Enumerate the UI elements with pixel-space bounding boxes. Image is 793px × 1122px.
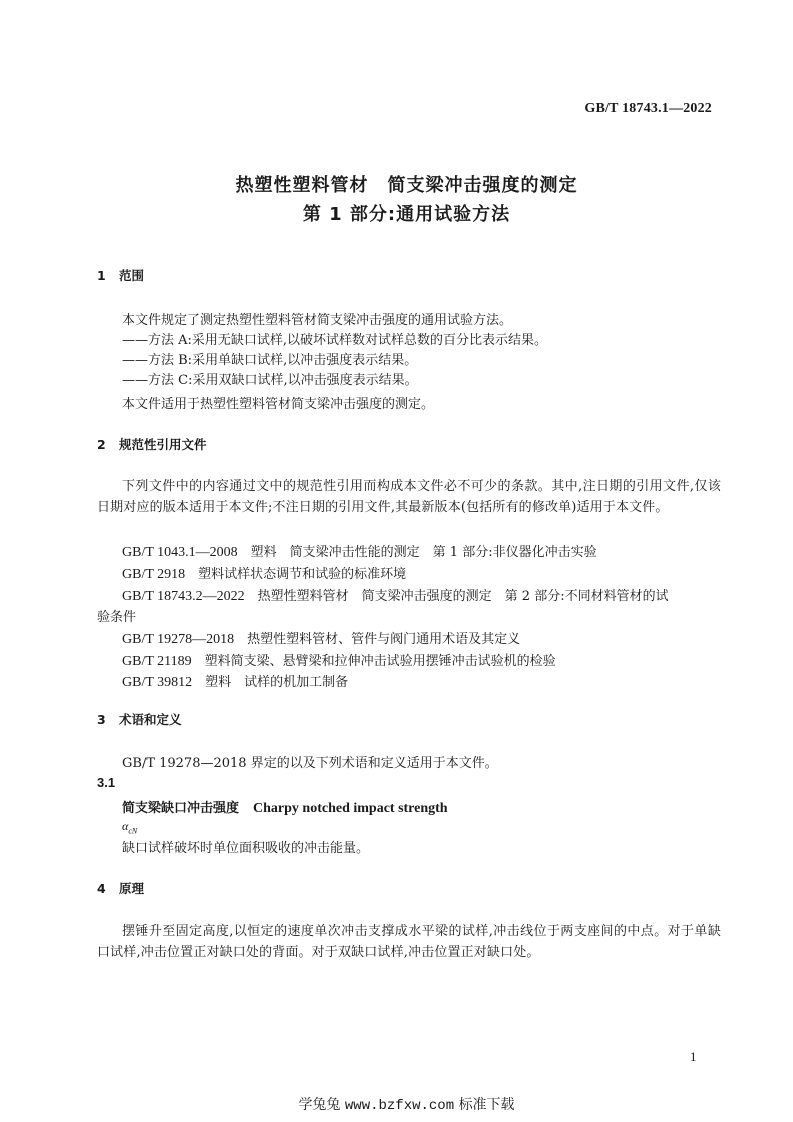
scope-method-a: ——方法 A:采用无缺口试样,以破坏试样数对试样总数的百分比表示结果。: [122, 333, 548, 348]
section-number: 1: [97, 268, 106, 283]
document-title-line1: 热塑性塑料管材 简支梁冲击强度的测定: [235, 175, 578, 196]
footer-prefix: 学兔兔: [298, 1097, 341, 1113]
reference-title: 热塑性塑料管材 简支梁冲击强度的测定 第 2 部分:不同材料管材的试: [257, 589, 669, 604]
page-number: 1: [690, 1049, 697, 1064]
reference-continuation: 验条件: [97, 610, 137, 625]
scope-applicability: 本文件适用于热塑性塑料管材简支梁冲击强度的测定。: [122, 397, 435, 412]
reference-code: GB/T 18743.2—2022: [122, 589, 245, 604]
scope-method-b: ——方法 B:采用单缺口试样,以冲击强度表示结果。: [122, 353, 418, 368]
standard-number: GB/T 18743.1—2022: [584, 101, 712, 116]
term-number: 3.1: [97, 775, 116, 790]
section-heading-terms-definitions: [97, 710, 182, 728]
section-heading-normative-references: [97, 435, 207, 453]
term-definition: 缺口试样破坏时单位面积吸收的冲击能量。: [122, 841, 370, 856]
reference-title: 塑料试样状态调节和试验的标准环境: [198, 567, 407, 582]
reference-code: GB/T 21189: [122, 654, 192, 669]
section-title: 原理: [119, 881, 145, 896]
symbol-subscript: cN: [128, 826, 138, 836]
footer-suffix: 标准下载: [458, 1097, 515, 1113]
reference-item: [122, 671, 348, 691]
section-number: 2: [97, 437, 106, 452]
reference-code: GB/T 2918: [122, 567, 186, 582]
footer-url: www.bzfxw.com: [344, 1098, 455, 1114]
reference-item: [122, 563, 406, 583]
section-number: 4: [97, 881, 106, 896]
reference-item: [122, 628, 520, 648]
reference-code: GB/T 1043.1—2008: [122, 545, 238, 560]
reference-title: 塑料简支梁、悬臂梁和拉伸冲击试验用摆锤冲击试验机的检验: [204, 654, 556, 669]
term-heading: [122, 797, 448, 817]
reference-title: 塑料 试样的机加工制备: [205, 675, 349, 690]
document-title-line2: 第 1 部分:通用试验方法: [302, 204, 511, 225]
section-title: 规范性引用文件: [119, 437, 207, 452]
watermark-footer: [0, 1094, 793, 1114]
term-zh: 简支梁缺口冲击强度: [122, 801, 240, 816]
reference-title: 塑料 简支梁冲击性能的测定 第 1 部分:非仪器化冲击实验: [250, 545, 597, 560]
symbol-alpha: α: [122, 819, 129, 833]
reference-item: [122, 650, 556, 670]
scope-method-c: ——方法 C:采用双缺口试样,以冲击强度表示结果。: [122, 373, 418, 388]
section-title: 术语和定义: [119, 712, 182, 727]
principle-paragraph: 摆锤升至固定高度,以恒定的速度单次冲击支撑成水平梁的试样,冲击线位于两支座间的中点。对于单缺口试样,冲击位置正对缺口处的背面。对于双缺口试样,冲击位置正对缺口处。: [97, 924, 721, 960]
reference-code: GB/T 19278—2018: [122, 632, 235, 647]
reference-code: GB/T 39812: [122, 675, 193, 690]
term-symbol: [122, 819, 137, 835]
section-heading-scope: [97, 266, 144, 284]
reference-item: [122, 585, 669, 605]
term-en: Charpy notched impact strength: [253, 801, 448, 816]
terms-intro: GB/T 19278—2018 界定的以及下列术语和定义适用于本文件。: [122, 756, 498, 771]
reference-item: [122, 541, 597, 561]
normative-references-paragraph: 下列文件中的内容通过文中的规范性引用而构成本文件必不可少的条款。其中,注日期的引用文件,仅该日期对应的版本适用于本文件;不注日期的引用文件,其最新版本(包括所有的修改单)适用于本文件。: [97, 479, 721, 515]
section-title: 范围: [119, 268, 145, 283]
section-heading-principle: [97, 879, 144, 897]
scope-line: 本文件规定了测定热塑性塑料管材简支梁冲击强度的通用试验方法。: [122, 313, 513, 328]
reference-title: 热塑性塑料管材、管件与阀门通用术语及其定义: [247, 632, 521, 647]
section-number: 3: [97, 712, 106, 727]
